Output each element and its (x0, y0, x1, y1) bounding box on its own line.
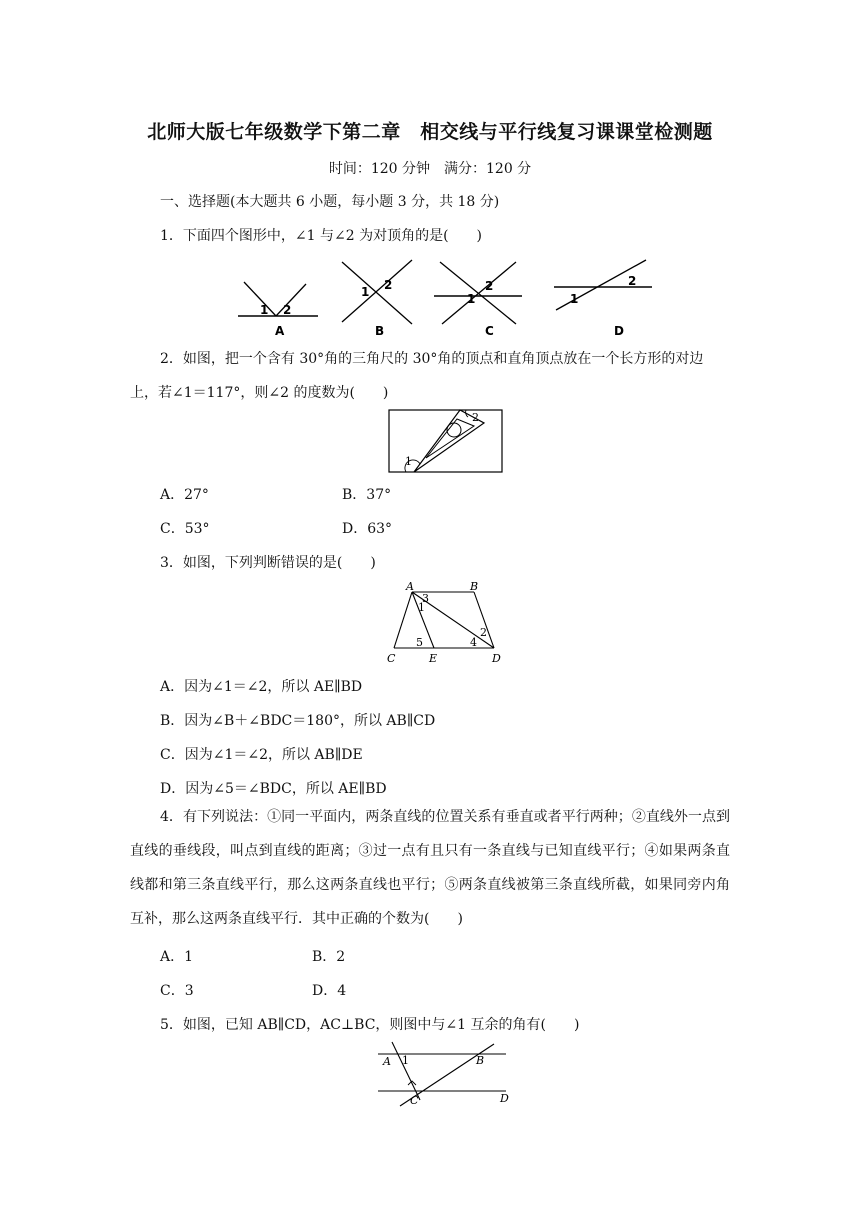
q1-figure-c (434, 262, 522, 338)
page-title: 北师大版七年级数学下第二章 相交线与平行线复习课课堂检测题 (147, 121, 713, 143)
q1-figures (230, 256, 660, 340)
q1b-angle2: 2 (384, 278, 393, 292)
q1a-angle2: 2 (283, 303, 292, 317)
q1-label-d: D (614, 324, 624, 338)
q3-stem: 3．如图，下列判断错误的是( ) (160, 555, 376, 571)
q5-point-b: B (476, 1054, 485, 1067)
q3-angle5: 5 (416, 636, 423, 649)
q3-option-d: D．因为∠5＝∠BDC，所以 AE∥BD (160, 781, 387, 797)
q5-point-d: D (500, 1092, 509, 1105)
q1c-angle1: 1 (467, 292, 476, 306)
q4-option-c: C．3 (160, 983, 194, 999)
q4-option-b: B．2 (312, 949, 346, 965)
q2-option-d: D．63° (342, 521, 393, 537)
q3-option-a: A．因为∠1＝∠2，所以 AE∥BD (160, 679, 363, 695)
q2-stem-line1: 2．如图，把一个含有 30°角的三角尺的 30°角的顶点和直角顶点放在一个长方形的对边 (160, 351, 704, 367)
q3-option-b: B．因为∠B＋∠BDC＝180°，所以 AB∥CD (160, 713, 436, 729)
q3-angle2: 2 (480, 626, 487, 639)
q3-point-c: C (387, 652, 396, 665)
q5-angle1: 1 (402, 1054, 409, 1067)
q5-stem: 5．如图，已知 AB∥CD，AC⊥BC，则图中与∠1 互余的角有( ) (160, 1017, 580, 1033)
q1-figure-b (342, 260, 412, 338)
q3-point-e: E (429, 652, 438, 665)
q3-option-c: C．因为∠1＝∠2，所以 AB∥DE (160, 747, 363, 763)
q4-option-a: A．1 (160, 949, 194, 965)
q3-point-b: B (470, 580, 479, 593)
q2-angle2: 2 (472, 411, 479, 424)
exam-meta: 时间：120 分钟 满分：120 分 (328, 161, 532, 177)
q2-stem-line2: 上，若∠1＝117°，则∠2 的度数为( ) (130, 385, 389, 401)
q1-label-c: C (485, 324, 494, 338)
q5-point-a: A (383, 1055, 391, 1068)
q1-label-b: B (375, 324, 385, 338)
q5-point-c: C (410, 1094, 419, 1107)
q5-figure (370, 1040, 518, 1110)
q3-point-a: A (406, 580, 414, 593)
q3-point-d: D (492, 652, 501, 665)
q1d-angle2: 2 (628, 274, 637, 288)
q1a-angle1: 1 (260, 303, 269, 317)
q4-stem: 4．有下列说法：①同一平面内，两条直线的位置关系有垂直或者平行两种；②直线外一点到直线的垂线段，叫点到直线的距离；③过一点有且只有一条直线与已知直线平行；④如果两条直线都和第三条直线平行，那么这两条直线也平行；⑤两条直线被第三条直线所截，如果同旁内角互补，那么这两条直线平行．其中正确的个数为( ) (130, 809, 730, 927)
q1c-angle2: 2 (485, 279, 494, 293)
q2-figure (386, 406, 506, 478)
q4-option-d: D．4 (312, 983, 347, 999)
q3-angle4: 4 (470, 636, 477, 649)
q1-figure-d (554, 260, 652, 338)
q1-label-a: A (275, 324, 285, 338)
q1-stem: 1．下面四个图形中，∠1 与∠2 为对顶角的是( ) (160, 228, 483, 244)
q3-angle3: 3 (422, 592, 429, 605)
q1-figure-a (238, 282, 318, 338)
q2-option-c: C．53° (160, 521, 210, 537)
q3-figure (384, 578, 512, 670)
q2-angle1: 1 (405, 455, 412, 468)
q1d-angle1: 1 (570, 292, 579, 306)
q2-option-a: A．27° (160, 487, 209, 503)
q2-option-b: B．37° (342, 487, 392, 503)
q3-angle1: 1 (418, 601, 425, 614)
section-heading: 一、选择题(本大题共 6 小题，每小题 3 分，共 18 分) (160, 194, 500, 210)
q1b-angle1: 1 (361, 285, 370, 299)
